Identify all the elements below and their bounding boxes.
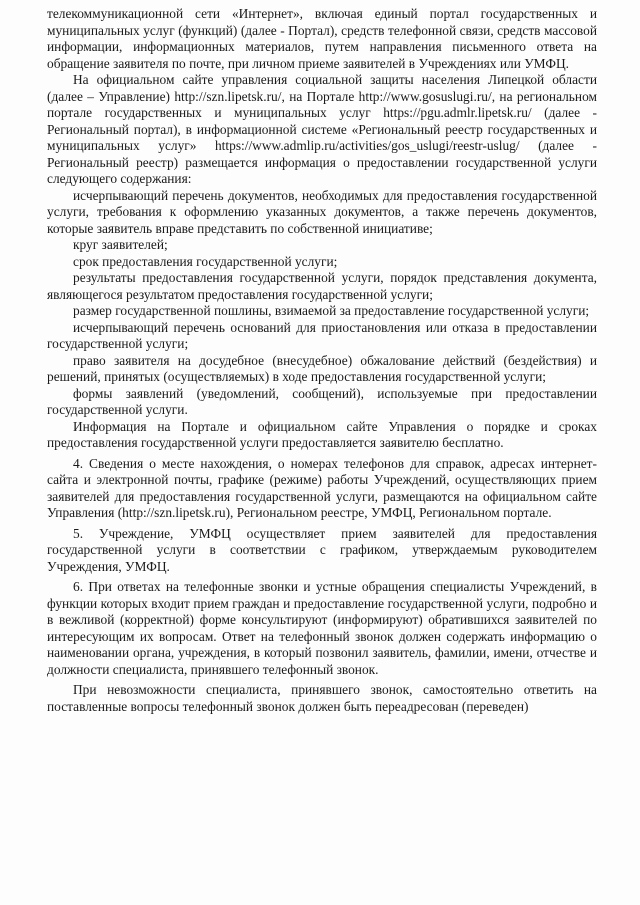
list-item-documents: исчерпывающий перечень документов, необходимых для предоставления государственной услуги, требования к оформлению указанных документов, а также перечень документов, которые заявитель вправе представить по собственной инициативе;	[47, 187, 597, 236]
list-item-term: срок предоставления государственной услуги;	[73, 253, 338, 269]
list-item-results: результаты предоставления государственной услуги, порядок представления документа, являющегося результатом предоставления государственной услуги;	[47, 270, 597, 302]
list-item-fee: размер государственной пошлины, взимаемой за предоставление государственной услуги;	[73, 303, 590, 318]
list-item-refusal-grounds: исчерпывающий перечень оснований для приостановления или отказа в предоставлении государственной услуги;	[47, 319, 597, 351]
list-item-applicants: круг заявителей;	[73, 237, 168, 252]
list-item-forms: формы заявлений (уведомлений, сообщений), используемые при предоставлении государственной услуги.	[47, 385, 597, 417]
paragraph-item-5: 5. Учреждение, УМФЦ осуществляет прием заявителей для предоставления государственной услуги в соответствии с графиком, утверждаемым руководителем Учреждения, УМФЦ.	[47, 525, 597, 574]
paragraph-official-sites: На официальном сайте управления социальной защиты населения Липецкой области (далее – Управление) http://szn.lipetsk.ru/, на Портале http://www.gosuslugi.ru/, на региональном портале государственных и муниципальных услуг https://pgu.admlr.lipetsk.ru/ (далее - Региональный портал), в информационной системе «Региональный реестр государственных и муниципальных услуг» https://www.admlip.ru/activities/gos_uslugi/reestr-uslug/ (далее - Региональный реестр) размещается информация о предоставлении государственной услуги следующего содержания:	[47, 72, 597, 186]
paragraph-redirect-call: При невозможности специалиста, принявшего звонок, самостоятельно ответить на поставленные вопросы телефонный звонок должен быть переадресован (переведен)	[47, 682, 597, 714]
paragraph-item-6: 6. При ответах на телефонные звонки и устные обращения специалисты Учреждений, в функции которых входит прием граждан и предоставление государственной услуги, подробно и в вежливой (корректной) форме консультируют (информируют) обратившихся заявителей по интересующим их вопросам. Ответ на телефонный звонок должен содержать информацию о наименовании органа, учреждения, в который позвонил заявитель, фамилии, имени, отчестве и должности специалиста, принявшего телефонный звонок.	[47, 579, 597, 677]
list-item-appeal-right: право заявителя на досудебное (внесудебное) обжалование действий (бездействия) и решений, принятых (осуществляемых) в ходе предоставления государственной услуги;	[47, 352, 597, 384]
paragraph-contact-channels: телекоммуникационной сети «Интернет», включая единый портал государственных и муниципальных услуг (функций) (далее - Портал), средств телефонной связи, средств массовой информации, информационных материалов, путем направления письменного ответа на обращение заявителя по почте, при личном приеме заявителей в Учреждениях или УМФЦ.	[47, 6, 597, 71]
paragraph-free-info: Информация на Портале и официальном сайте Управления о порядке и сроках предоставления государственной услуги предоставляется заявителю бесплатно.	[47, 418, 597, 450]
document-body	[47, 6, 597, 715]
paragraph-item-4: 4. Сведения о месте нахождения, о номерах телефонов для справок, адресах интернет-сайта и электронной почты, графике (режиме) работы Учреждений, осуществляющих прием заявителей для предоставления государственной услуги, размещаются на официальном сайте Управления (http://szn.lipetsk.ru), Региональном реестре, УМФЦ, Региональном портале.	[47, 455, 597, 520]
